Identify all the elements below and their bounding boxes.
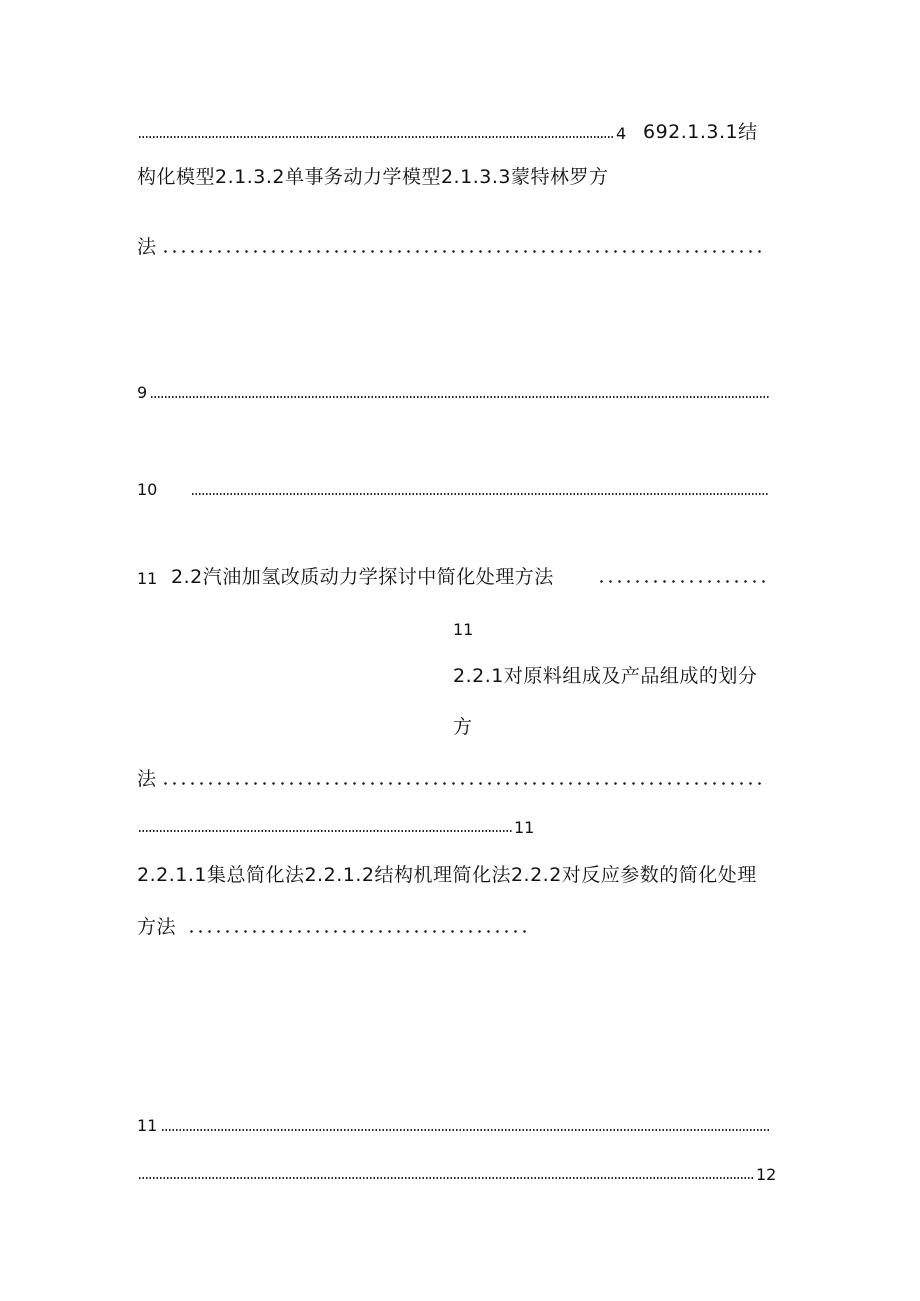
toc-page-number: 11 <box>453 620 474 639</box>
toc-page-number: 11 <box>514 818 535 837</box>
toc-page-number: 11 <box>137 1116 158 1135</box>
toc-leader-dots <box>138 830 512 832</box>
toc-leader-dots <box>191 493 769 495</box>
toc-leader-dots <box>161 250 766 253</box>
toc-entry-title: 构化模型2.1.3.2单事务动力学模型2.1.3.3蒙特林罗方 <box>137 166 609 188</box>
toc-leader-dots <box>597 580 766 583</box>
toc-leader-dots <box>150 396 769 398</box>
toc-leader-dots <box>138 1177 754 1179</box>
toc-page-number: 9 <box>137 383 148 402</box>
toc-entry-title: 2.2.1.1集总简化法2.2.1.2结构机理简化法2.2.2对反应参数的简化处理 <box>137 864 757 886</box>
toc-leader-dots <box>161 782 766 785</box>
toc-entry-title: 方 <box>453 716 473 738</box>
toc-page-number: 4 <box>616 124 627 143</box>
toc-leader-dots <box>138 136 614 138</box>
toc-entry-title: 2.2汽油加氢改质动力学探讨中简化处理方法 <box>171 566 554 588</box>
toc-page-number: 10 <box>137 480 158 499</box>
toc-leader-dots <box>161 1129 769 1131</box>
toc-page-number: 11 <box>137 569 158 588</box>
toc-entry-title: 方法 <box>137 916 177 938</box>
toc-page-number: 12 <box>756 1165 777 1184</box>
toc-entry-title: 692.1.3.1结 <box>643 121 758 143</box>
toc-entry-title: 2.2.1对原料组成及产品组成的划分 <box>453 665 758 687</box>
toc-entry-title: 法 <box>137 768 157 790</box>
toc-leader-dots <box>187 930 529 933</box>
toc-entry-title: 法 <box>137 236 157 258</box>
